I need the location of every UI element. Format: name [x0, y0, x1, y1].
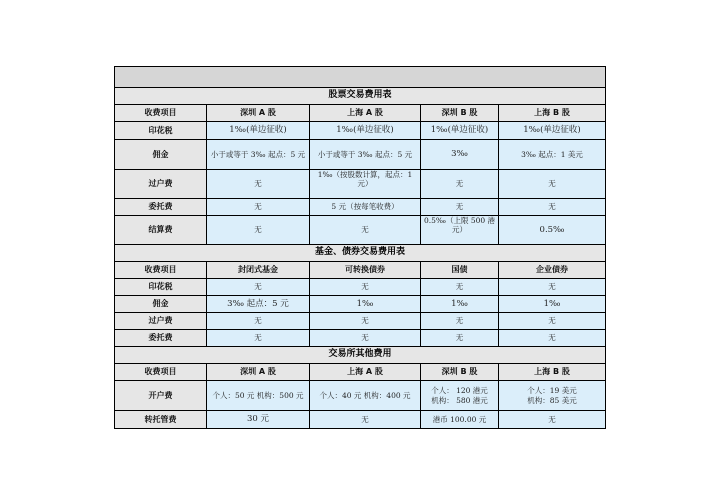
other-header-sh-b: 上海 B 股 — [499, 364, 606, 381]
table-cell: 无 — [421, 313, 499, 330]
stock-header-sh-a: 上海 A 股 — [310, 105, 421, 122]
stock-header-item: 收费项目 — [115, 105, 207, 122]
table-cell: 0.5‰ — [499, 216, 606, 245]
fund-header-convertible: 可转换债券 — [310, 262, 421, 279]
table-cell: 无 — [499, 199, 606, 216]
table-row — [115, 170, 606, 199]
stock-header-row — [115, 105, 606, 122]
table-cell: 1‰ — [421, 296, 499, 313]
row-label: 佣金 — [115, 140, 207, 170]
row-label: 佣金 — [115, 296, 207, 313]
row-label: 印花税 — [115, 279, 207, 296]
row-label: 印花税 — [115, 122, 207, 140]
fund-header-row — [115, 262, 606, 279]
table-cell: 无 — [421, 170, 499, 199]
table-cell: 3‰ 起点：1 美元 — [499, 140, 606, 170]
table-cell: 1‰ — [310, 296, 421, 313]
other-header-row — [115, 364, 606, 381]
cell-line: 机构：85 美元 — [527, 395, 577, 405]
table-cell: 无 — [310, 279, 421, 296]
table-cell: 1‰(单边征收) — [421, 122, 499, 140]
table-cell: 港币 100.00 元 — [421, 411, 499, 429]
table-cell: 小于或等于 3‰ 起点：5 元 — [310, 140, 421, 170]
table-cell: 无 — [310, 313, 421, 330]
table-cell: 无 — [499, 330, 606, 347]
table-cell: 1‰(单边征收) — [499, 122, 606, 140]
table-row — [115, 411, 606, 429]
table-cell: 个人：50 元 机构：500 元 — [207, 381, 310, 411]
table-row — [115, 122, 606, 140]
table-cell: 0.5‰（上限 500 港元） — [421, 216, 499, 245]
table-cell: 3‰ — [421, 140, 499, 170]
fund-header-item: 收费项目 — [115, 262, 207, 279]
table-row — [115, 199, 606, 216]
table-cell: 1‰（按股数计算，起点：1 元） — [310, 170, 421, 199]
table-cell: 无 — [207, 216, 310, 245]
table-top-band — [115, 67, 606, 88]
table-cell: 无 — [310, 330, 421, 347]
table-cell: 无 — [421, 279, 499, 296]
stock-section-row — [115, 88, 606, 105]
table-cell: 小于或等于 3‰ 起点：5 元 — [207, 140, 310, 170]
row-label: 过户费 — [115, 313, 207, 330]
table-row — [115, 313, 606, 330]
stock-section-title: 股票交易费用表 — [115, 88, 606, 105]
table-cell: 30 元 — [207, 411, 310, 429]
cell-line: 机构： 580 港元 — [431, 395, 488, 405]
table-cell: 无 — [499, 170, 606, 199]
stock-header-sh-b: 上海 B 股 — [499, 105, 606, 122]
table-cell: 无 — [207, 313, 310, 330]
table-cell — [499, 381, 606, 411]
other-header-sz-a: 深圳 A 股 — [207, 364, 310, 381]
table-cell: 无 — [421, 330, 499, 347]
table-cell: 无 — [499, 279, 606, 296]
row-label: 委托费 — [115, 330, 207, 347]
row-label: 结算费 — [115, 216, 207, 245]
table-cell: 1‰ — [499, 296, 606, 313]
table-cell: 3‰ 起点：5 元 — [207, 296, 310, 313]
table-cell: 个人：40 元 机构：400 元 — [310, 381, 421, 411]
table-row — [115, 330, 606, 347]
table-cell: 无 — [207, 279, 310, 296]
stock-header-sz-b: 深圳 B 股 — [421, 105, 499, 122]
cell-line: 个人： 120 港元 — [431, 386, 488, 396]
table-cell: 1‰(单边征收) — [207, 122, 310, 140]
row-label: 开户费 — [115, 381, 207, 411]
other-section-title: 交易所其他费用 — [115, 347, 606, 364]
other-header-sh-a: 上海 A 股 — [310, 364, 421, 381]
other-header-item: 收费项目 — [115, 364, 207, 381]
table-row — [115, 216, 606, 245]
table-cell: 无 — [499, 411, 606, 429]
row-label: 委托费 — [115, 199, 207, 216]
table-cell: 1‰(单边征收) — [310, 122, 421, 140]
table-row — [115, 279, 606, 296]
stock-header-sz-a: 深圳 A 股 — [207, 105, 310, 122]
fund-section-title: 基金、债券交易费用表 — [115, 245, 606, 262]
table-cell: 无 — [207, 170, 310, 199]
table-cell: 无 — [499, 313, 606, 330]
table-cell: 无 — [207, 199, 310, 216]
fund-header-corporate: 企业债券 — [499, 262, 606, 279]
table-cell: 无 — [310, 216, 421, 245]
row-label: 转托管费 — [115, 411, 207, 429]
cell-line: 个人：19 美元 — [527, 386, 577, 396]
fund-header-closed-fund: 封闭式基金 — [207, 262, 310, 279]
table-row — [115, 296, 606, 313]
table-row — [115, 140, 606, 170]
table-row — [115, 381, 606, 411]
row-label: 过户费 — [115, 170, 207, 199]
other-header-sz-b: 深圳 B 股 — [421, 364, 499, 381]
other-section-row — [115, 347, 606, 364]
top-band-cell — [115, 67, 606, 88]
fee-table — [114, 66, 606, 429]
table-cell: 5 元（按每笔收费） — [310, 199, 421, 216]
fund-section-row — [115, 245, 606, 262]
table-cell: 无 — [310, 411, 421, 429]
table-cell: 无 — [421, 199, 499, 216]
table-cell: 无 — [207, 330, 310, 347]
fund-header-treasury: 国债 — [421, 262, 499, 279]
table-cell — [421, 381, 499, 411]
